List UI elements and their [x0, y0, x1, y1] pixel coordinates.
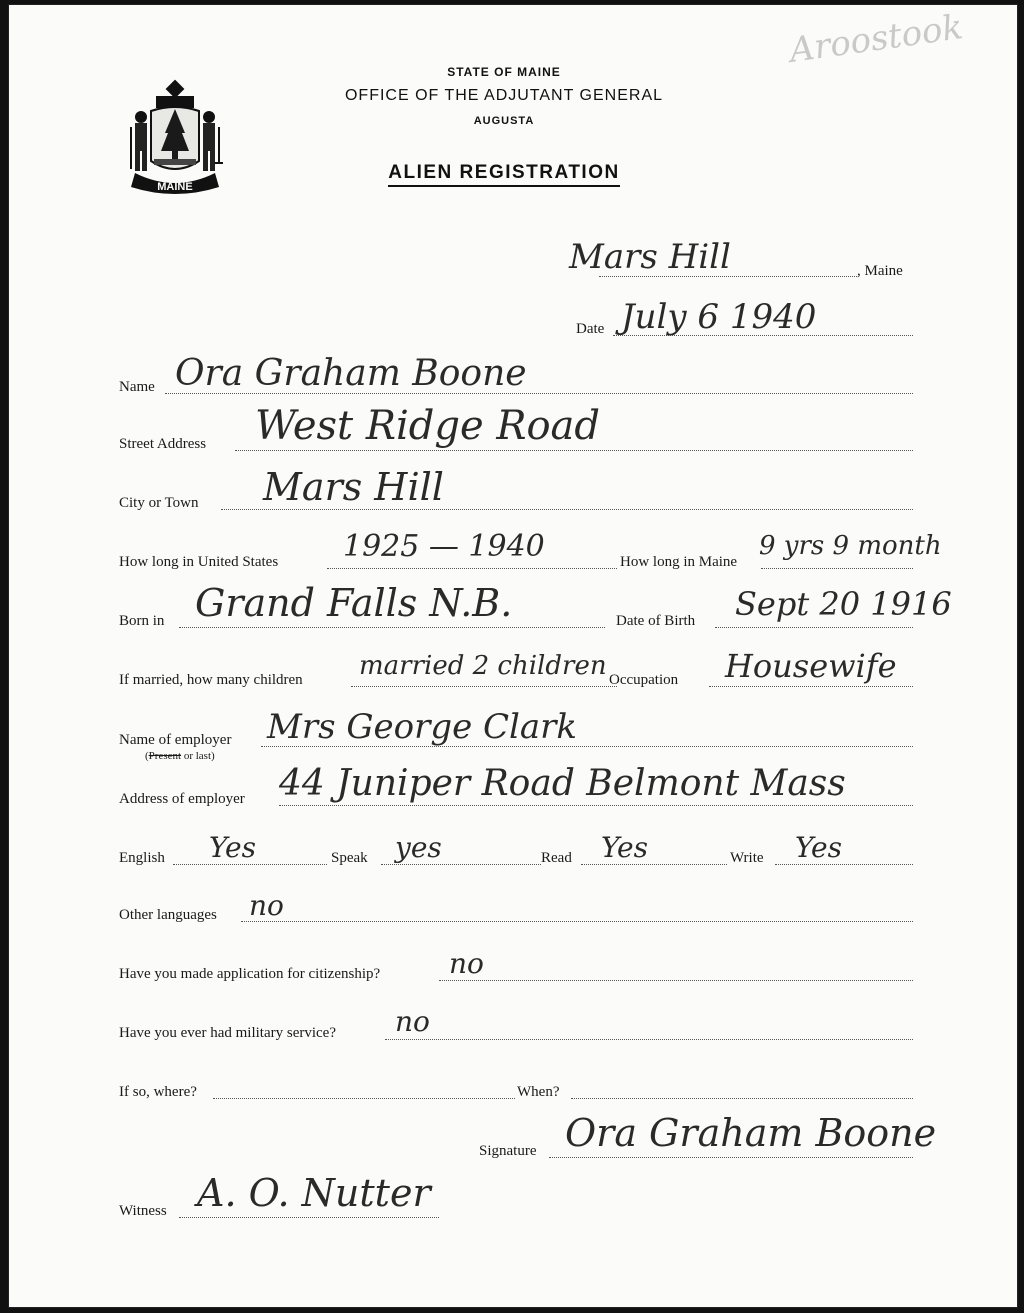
english-label: English	[119, 850, 165, 866]
read-value: Yes	[601, 831, 648, 864]
occupation-line	[709, 686, 913, 687]
citizenship-line	[439, 980, 913, 981]
military-line	[385, 1039, 913, 1040]
military-label: Have you ever had military service?	[119, 1025, 336, 1041]
speak-line	[381, 864, 541, 865]
corner-annotation: Aroostook	[787, 7, 966, 71]
occupation-label: Occupation	[609, 672, 679, 688]
speak-label: Speak	[331, 850, 368, 866]
english-value: Yes	[209, 831, 256, 864]
name-label: Name	[119, 379, 155, 395]
employer-sublabel-open: (	[145, 750, 149, 762]
other-languages-line	[241, 921, 913, 922]
date-of-birth-value: Sept 20 1916	[735, 585, 952, 623]
born-in-line	[179, 627, 605, 628]
signature-line	[549, 1157, 913, 1158]
citizenship-value: no	[449, 947, 484, 980]
how-long-maine-label: How long in Maine	[620, 554, 738, 570]
read-line	[581, 864, 727, 865]
street-address-line	[235, 450, 913, 451]
employer-address-value: 44 Juniper Road Belmont Mass	[279, 763, 846, 804]
employer-sublabel-close: or last)	[181, 750, 215, 762]
employer-address-label: Address of employer	[119, 791, 245, 807]
other-languages-label: Other languages	[119, 907, 217, 923]
form-title	[0, 162, 1009, 184]
children-label: If married, how many children	[119, 672, 303, 688]
write-label: Write	[730, 850, 764, 866]
witness-value: A. O. Nutter	[197, 1171, 431, 1215]
write-line	[775, 864, 913, 865]
english-line	[173, 864, 327, 865]
children-line	[351, 686, 617, 687]
place-suffix: , Maine	[857, 263, 903, 279]
military-value: no	[395, 1005, 430, 1038]
born-in-label: Born in	[119, 613, 165, 629]
how-long-us-label: How long in United States	[119, 554, 279, 570]
header-office: OFFICE OF THE ADJUTANT GENERAL	[344, 87, 664, 104]
signature-label: Signature	[479, 1143, 537, 1159]
employer-sublabel	[145, 750, 215, 762]
date-label: Date	[576, 321, 605, 337]
header-city: AUGUSTA	[473, 115, 535, 127]
when-line	[571, 1098, 913, 1099]
where-line	[213, 1098, 515, 1099]
employer-label: Name of employer	[119, 732, 232, 748]
speak-value: yes	[395, 831, 442, 864]
children-value: married 2 children	[359, 651, 607, 681]
employer-value: Mrs George Clark	[267, 707, 578, 747]
header-state: STATE OF MAINE	[447, 65, 561, 79]
signature-value: Ora Graham Boone	[565, 1111, 937, 1155]
seal-banner-text: MAINE	[157, 181, 193, 193]
city-line	[221, 509, 913, 510]
citizenship-label: Have you made application for citizenship?	[119, 966, 381, 982]
employer-address-line	[279, 805, 913, 806]
how-long-maine-value: 9 yrs 9 month	[759, 531, 942, 561]
form-title-text: ALIEN REGISTRATION	[388, 162, 619, 187]
city-value: Mars Hill	[263, 465, 444, 509]
date-of-birth-label: Date of Birth	[616, 613, 696, 629]
employer-sublabel-struck: Present	[148, 750, 182, 762]
street-address-value: West Ridge Road	[255, 403, 600, 449]
write-value: Yes	[795, 831, 842, 864]
witness-line	[179, 1217, 439, 1218]
how-long-us-value: 1925 — 1940	[343, 529, 545, 564]
street-address-label: Street Address	[119, 436, 207, 452]
where-label: If so, where?	[119, 1084, 197, 1100]
how-long-maine-line	[761, 568, 913, 569]
other-languages-value: no	[249, 889, 284, 922]
registration-form-page	[8, 4, 1018, 1308]
read-label: Read	[541, 850, 572, 866]
when-label: When?	[517, 1084, 560, 1100]
city-label: City or Town	[119, 495, 199, 511]
how-long-us-line	[327, 568, 617, 569]
witness-label: Witness	[119, 1203, 167, 1219]
born-in-value: Grand Falls N.B.	[195, 581, 513, 625]
place-value: Mars Hill	[569, 237, 731, 277]
occupation-value: Housewife	[725, 647, 897, 685]
date-value: July 6 1940	[621, 297, 817, 337]
date-of-birth-line	[715, 627, 913, 628]
name-value: Ora Graham Boone	[175, 353, 527, 394]
